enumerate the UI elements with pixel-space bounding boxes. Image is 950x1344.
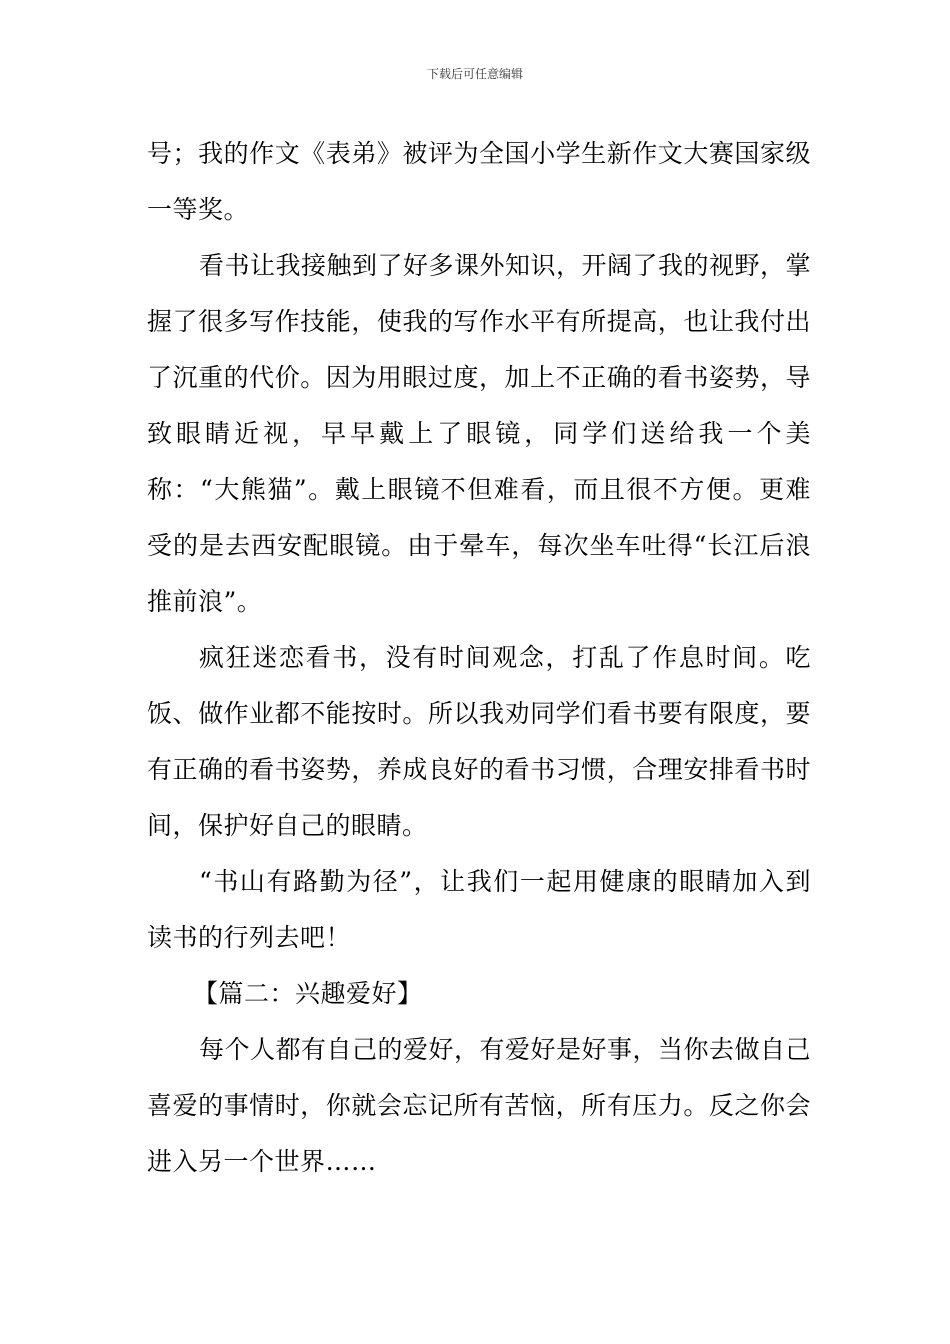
page-header: 下载后可任意编辑 [426,67,523,81]
paragraph-reading-cost: 看书让我接触到了好多课外知识，开阔了我的视野，掌握了很多写作技能，使我的写作水平有所提高，也让我付出了沉重的代价。因为用眼过度，加上不正确的看书姿势，导致眼睛近视，早早戴上了眼镜，同学们送给我一个美称：“大熊猫”。戴上眼镜不但难看，而且很不方便。更难受的是去西安配眼镜。由于晕车，每次坐车吐得“长江后浪推前浪”。 [147,251,812,616]
paragraph-hobby-intro: 每个人都有自己的爱好，有爱好是好事，当你去做自己喜爱的事情时，你就会忘记所有苦恼，所有压力。反之你会进入另一个世界…… [147,1035,812,1176]
paragraph-continuation: 号；我的作文《表弟》被评为全国小学生新作文大赛国家级一等奖。 [147,139,811,224]
paragraph-closing-quote: “书山有路勤为径”，让我们一起用健康的眼睛加入到读书的行列去吧！ [147,867,811,952]
article-body [147,126,811,1190]
section-heading: 【篇二：兴趣爱好】 [193,979,423,1008]
paragraph-reading-advice: 疯狂迷恋看书，没有时间观念，打乱了作息时间。吃饭、做作业都不能按时。所以我劝同学们看书要有限度，要有正确的看书姿势，养成良好的看书习惯，合理安排看书时间，保护好自己的眼睛。 [147,643,811,840]
